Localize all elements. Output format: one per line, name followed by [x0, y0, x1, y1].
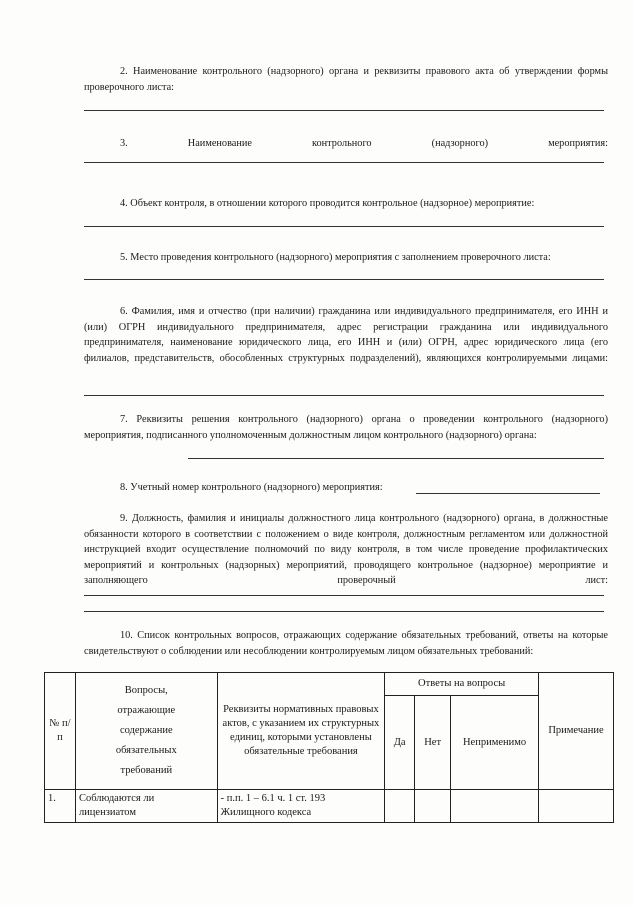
table-header-row-1 [45, 673, 614, 696]
header-question-line: содержание [119, 725, 173, 736]
header-question-line: требований [120, 765, 173, 776]
header-na: Неприменимо [451, 696, 539, 790]
header-answers [385, 673, 539, 696]
checklist-table [44, 672, 614, 823]
header-question-line: обязательных [115, 745, 177, 756]
header-question [75, 673, 217, 790]
section-6-text: 6. Фамилия, имя и отчество (при наличии) гражданина или индивидуального предпринимателя, его ИНН и (или) ОГРН индивидуального предпринимателя, адрес регистрации гражданина или индивидуального предпринимателя, наименование юридического лица, его ИНН и (или) ОГРН, адрес юридического лица (его филиалов, представительств, обособленных структурных подразделений), являющихся контролируемыми лицами: [84, 306, 608, 364]
header-note [539, 673, 614, 790]
section-5-text: 5. Место проведения контрольного (надзорного) мероприятия с заполнением проверочного листа: [120, 252, 551, 263]
section-9-fill-line-1 [84, 595, 604, 596]
header-question-line: Вопросы, [124, 685, 168, 696]
section-8-text: 8. Учетный номер контрольного (надзорного) мероприятия: [120, 482, 383, 493]
header-requisites-label: Реквизиты нормативных правовых актов, с указанием их структурных единиц, которыми установлены обязательные требования [222, 704, 380, 757]
row-requisites: - п.п. 1 – 6.1 ч. 1 ст. 193 Жилищного кодекса [217, 790, 385, 823]
section-6-fill-line [84, 395, 604, 396]
header-answers-label: Ответы на вопросы [418, 678, 506, 689]
row-na-cell[interactable] [451, 790, 539, 823]
section-3-text: 3. Наименование контрольного (надзорного) мероприятия: [120, 138, 608, 149]
section-2-text: 2. Наименование контрольного (надзорного) органа и реквизиты правового акта об утверждении формы проверочного листа: [84, 66, 608, 93]
section-7-text: 7. Реквизиты решения контрольного (надзорного) органа о проведении контрольного (надзорного) мероприятия, подписанного уполномоченным должностным лицом контрольного (надзорного) органа: [84, 414, 608, 441]
header-question-line: отражающие [117, 705, 176, 716]
section-7-fill-line [188, 458, 604, 459]
row-num: 1. [45, 790, 76, 823]
section-3-fill-line [84, 162, 604, 163]
row-note-cell[interactable] [539, 790, 614, 823]
row-question: Соблюдаются ли лицензиатом [75, 790, 217, 823]
section-4-fill-line [84, 226, 604, 227]
section-4-text: 4. Объект контроля, в отношении которого проводится контрольное (надзорное) мероприятие: [120, 198, 535, 209]
row-yes-cell[interactable] [385, 790, 415, 823]
section-5-fill-line [84, 279, 604, 280]
row-no-cell[interactable] [415, 790, 451, 823]
header-yes: Да [385, 696, 415, 790]
section-9-fill-line-2 [84, 611, 604, 612]
header-requisites [217, 673, 385, 790]
header-num-label: № п/п [49, 718, 71, 743]
section-10-text: 10. Список контрольных вопросов, отражающих содержание обязательных требований, ответы на которые свидетельствуют о соблюдении или несоблюдении контролируемым лицом обязательных требований: [84, 630, 608, 657]
header-num [45, 673, 76, 790]
section-8-fill-line [416, 493, 600, 494]
table-row [45, 790, 614, 823]
section-9-text: 9. Должность, фамилия и инициалы должностного лица контрольного (надзорного) органа, в должностные обязанности которого в соответствии с положением о виде контроля, должностным регламентом или должностной инструкцией входит осуществление полномочий по виду контроля, в том числе проведение профилактических мероприятий и контрольных (надзорных) мероприятий, проводящего контрольное (надзорное) мероприятие и заполняющего проверочный лист: [84, 513, 608, 586]
header-no: Нет [415, 696, 451, 790]
section-2-fill-line [84, 110, 604, 111]
header-note-label: Примечание [548, 725, 604, 736]
